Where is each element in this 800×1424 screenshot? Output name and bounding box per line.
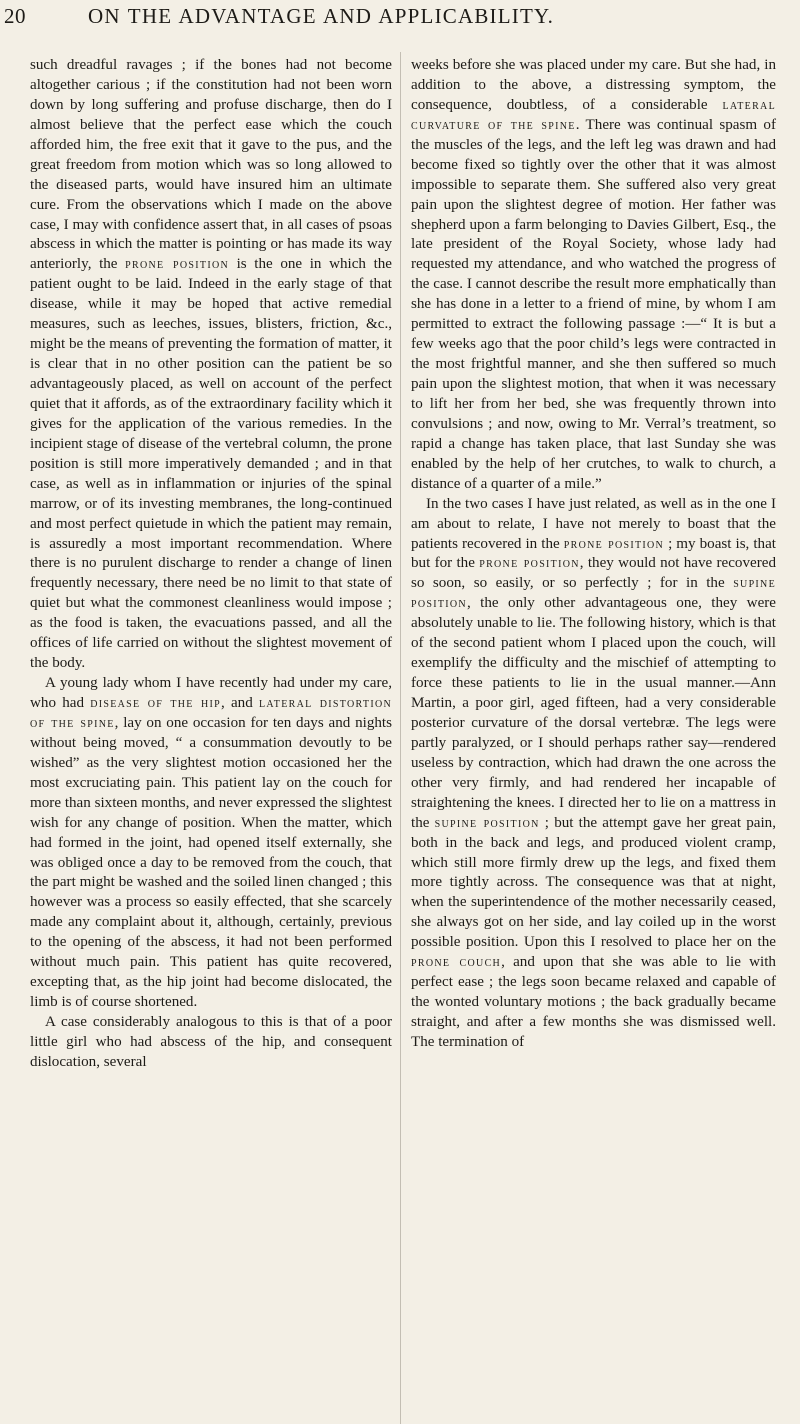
body-text: . There was continual spasm of the muscles of the legs, and the left leg was drawn and had become fixed so tightly over the other that it was almost impossible to separate them. She suffered also very great pain upon the slightest degree of motion. Her father was shepherd upon a farm belonging to Davies Gilbert, Esq., the late president of the Royal Society, whose lady had requested my attendance, and who watched the progress of the case. I cannot describe the result more emphatically than she has done in a letter to a friend of mine, by whom I am permitted to extract the following passage :—“ It is but a few weeks ago that the poor child’s legs were contracted in the most frightful manner, and she then suffered so much pain upon the slightest motion, that when it was necessary to lift her from her bed, she was frequently thrown into convulsions ; and now, owing to Mr. Verral’s treatment, so rapid a change has taken place, that last Sunday she was enabled by the help of her crutches, to walk to church, a distance of a quarter of a mile.” [411,116,776,492]
body-text: such dreadful ravages ; if the bones had not become altogether carious ; if the constitution had not been worn down by long suffering and profuse discharge, then do I almost believe that the perfect ease which the couch afforded him, the free exit that it gave to the pus, and the great freedom from motion which was so long allowed to the diseased parts, would have insured him an ultimate cure. From the observations which I made on the above case, I may with confidence assert that, in all cases of psoas abscess in which the matter is pointing or has made its way anteriorly, the [30,57,392,273]
paragraph [30,674,392,1013]
small-caps-term: supine position [411,575,776,612]
page-number: 20 [4,4,26,28]
body-text: , and upon that she was able to lie with perfect ease ; the legs soon became relaxed and capable of the wonted voluntary motions ; the back gradually became straight, and after a few months she was dismissed well. The termination of [411,954,776,1050]
small-caps-term: prone position [479,555,580,572]
body-text: , lay on one occasion for ten days and nights without being moved, “ a consummation devoutly to be wished” as the very slightest motion occasioned her the most excruciating pain. This patient lay on the couch for more than sixteen months, and never expressed the slightest wish for any change of position. When the matter, which had formed in the joint, had opened itself externally, she was obliged once a day to be removed from the couch, that the part might be washed and the soiled linen changed ; this however was a process so easily effected, that she scarcely made any complaint about it, although, certainly, previous to the opening of the abscess, it had not been performed without much pain. This patient has quite recovered, excepting that, as the hip joint had become dislocated, the limb is of course shortened. [30,714,392,1011]
paragraph [411,495,776,1053]
small-caps-term: lateral curvature of the spine [411,96,776,133]
body-text: is the one in which the patient ought to be laid. Indeed in the early stage of that disease, while it may be hoped that active remedial measures, such as leeches, issues, blisters, friction, &c., might be the means of preventing the formation of matter, it is clear that in no other position can the patient be so advantageously placed, as well on account of the perfect quiet that it affords, as of the extraordinary facility which it gives for the application of the various remedies. In the incipient stage of disease of the vertebral column, the prone position is still more imperatively demanded ; and in that case, as well as in inflammation or injuries of the spinal marrow, or of its investing membranes, the long-continued and most perfect quietude in which the patient may remain, is assuredly a most important recommendation. Where there is no purulent discharge to render a change of linen frequently necessary, there need be no limit to that state of quiet but what the commonest cleanliness would impose ; as the food is taken, the evacuations passed, and all the offices of life carried on without the slightest movement of the body. [30,256,393,672]
body-text: A young lady whom I have recently had under my care, who had [30,675,392,711]
body-text: ; but the attempt gave her great pain, both in the back and legs, and produced violent cramp, which still more firmly drew up the legs, and fixed them more tightly across. The consequence was that at night, when the superintendence of the mother necessarily ceased, she always got on her side, and lay coiled up in the worst possible position. Upon this I resolved to place her on the [411,814,776,951]
small-caps-term: prone couch [411,954,502,971]
paragraph [30,1013,392,1073]
small-caps-term: disease of the hip [90,695,221,711]
small-caps-term: supine position [434,814,540,831]
small-caps-term: lateral distortion of the spine [30,695,392,731]
body-text: weeks before she was placed under my care. But she had, in addition to the above, a distressing symptom, the consequence, doubtless, of a considerable [411,57,776,113]
body-text: , the only other advantageous one, they were absolutely unable to lie. The following history, which is that of the second patient whom I placed upon the couch, will exemplify the difficulty and the mischief of attempting to force these patients to lie in the usual manner.—Ann Martin, a poor girl, aged fifteen, had a very considerable posterior curvature of the dorsal vertebræ. The legs were partly paralyzed, or I should perhaps rather say—rendered useless by contraction, which had drawn the one across the other very firmly, and had rendered her incapable of straightening the knees. I directed her to lie on a mattress in the [411,595,776,831]
paragraph [30,56,392,674]
left-column [30,56,392,1073]
body-text: , and [220,695,259,711]
small-caps-term: prone position [563,535,665,552]
body-text: , they would not have recovered so soon, so easily, or so perfectly ; for in the [411,555,776,592]
paragraph [411,56,776,495]
body-text: A case considerably analogous to this is that of a poor little girl who had abscess of the hip, and consequent dislocation, several [30,1014,392,1070]
right-column [411,56,776,1053]
small-caps-term: prone position [125,256,230,273]
body-text: ; my boast is, that but for the [411,535,776,572]
running-header [0,4,800,34]
running-title: ON THE ADVANTAGE AND APPLICABILITY. [88,4,555,28]
body-text: In the two cases I have just related, as well as in the one I am about to relate, I have not merely to boast that the patients recovered in the [411,495,776,552]
column-divider [400,52,401,1424]
